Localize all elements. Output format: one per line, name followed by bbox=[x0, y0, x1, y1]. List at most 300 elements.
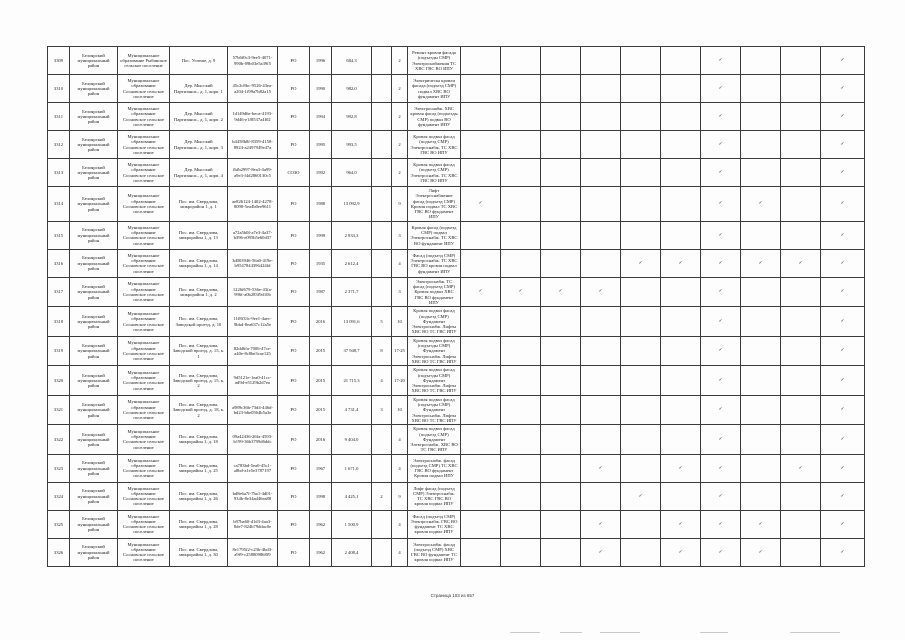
table-row bbox=[48, 482, 865, 510]
floors-cell bbox=[372, 510, 392, 538]
check-mark-icon: ✓ bbox=[501, 277, 541, 306]
table-row bbox=[48, 187, 865, 222]
empty-check-cell bbox=[661, 221, 701, 249]
check-mark-icon: ✓ bbox=[581, 277, 621, 306]
check-mark-icon: ✓ bbox=[701, 103, 741, 131]
entrances-cell: 2 bbox=[392, 47, 408, 75]
type-cell: РО bbox=[278, 103, 310, 131]
empty-check-cell bbox=[541, 307, 581, 336]
row-number: 3321 bbox=[48, 395, 70, 424]
area-cell: 1 500,9 bbox=[332, 510, 372, 538]
entrances-cell: 4 bbox=[392, 510, 408, 538]
check-mark-icon: ✓ bbox=[821, 425, 865, 454]
area-cell: 982,0 bbox=[332, 75, 372, 103]
empty-check-cell bbox=[461, 221, 501, 249]
municipality-cell: Муниципальное образование Сосновское сельское поселение bbox=[118, 425, 170, 454]
empty-check-cell bbox=[741, 482, 781, 510]
empty-check-cell bbox=[621, 336, 661, 365]
empty-check-cell bbox=[661, 336, 701, 365]
empty-check-cell bbox=[781, 187, 821, 222]
empty-check-cell bbox=[581, 47, 621, 75]
municipality-cell: Муниципальное образование Сосновское сельское поселение bbox=[118, 510, 170, 538]
area-cell: 2 371,7 bbox=[332, 277, 372, 306]
table-row bbox=[48, 425, 865, 454]
check-mark-icon: ✓ bbox=[821, 482, 865, 510]
municipality-cell: Муниципальное образование Сосновское сельское поселение bbox=[118, 538, 170, 566]
empty-check-cell bbox=[741, 103, 781, 131]
year-cell: 2016 bbox=[310, 425, 332, 454]
entrances-cell: 2 bbox=[392, 75, 408, 103]
address-cell: Пос. им. Свердлова, микрорайон 1, д. 30 bbox=[170, 538, 228, 566]
empty-check-cell bbox=[541, 336, 581, 365]
empty-check-cell bbox=[621, 277, 661, 306]
check-mark-icon: ✓ bbox=[821, 336, 865, 365]
type-cell: РО bbox=[278, 307, 310, 336]
check-mark-icon: ✓ bbox=[741, 187, 781, 222]
check-mark-icon: ✓ bbox=[821, 103, 865, 131]
district-cell: Белоярский муниципальный район bbox=[70, 538, 118, 566]
check-mark-icon: ✓ bbox=[701, 307, 741, 336]
type-cell: РО bbox=[278, 336, 310, 365]
entrances-cell: 2 bbox=[392, 131, 408, 159]
row-number: 3315 bbox=[48, 221, 70, 249]
empty-check-cell bbox=[541, 221, 581, 249]
guid-cell: 3d003946-56a0-419e-b9547844396424fd bbox=[228, 249, 278, 277]
empty-check-cell bbox=[621, 75, 661, 103]
housing-register-table bbox=[47, 46, 865, 567]
row-number: 3317 bbox=[48, 277, 70, 306]
empty-check-cell bbox=[461, 159, 501, 187]
empty-check-cell bbox=[661, 307, 701, 336]
empty-check-cell bbox=[501, 249, 541, 277]
check-mark-icon: ✓ bbox=[701, 366, 741, 395]
works-cell: Фасад (подъезд СМР) Электроснабж. ГВС ВО фундамент ТС ХВС кровля подвал ИПУ bbox=[408, 510, 461, 538]
empty-check-cell bbox=[541, 75, 581, 103]
check-mark-icon: ✓ bbox=[701, 249, 741, 277]
works-cell: Электрическа кровли фасада (подъезд СМР) подвал ХВС ВО фундамент ИПУ bbox=[408, 75, 461, 103]
works-cell: Электроснабж. фасад (подъезд СМР) ТС ХВС ГВС ВО фундамент Кровля подвал ИПУ bbox=[408, 454, 461, 482]
guid-cell: 82dd6fa-7006-47ce-a40e-8c8be3cae125 bbox=[228, 336, 278, 365]
empty-check-cell bbox=[781, 159, 821, 187]
empty-check-cell bbox=[501, 510, 541, 538]
address-cell: Пос. им. Свердлова, микрорайон 1, д. 2 bbox=[170, 277, 228, 306]
check-mark-icon: ✓ bbox=[461, 277, 501, 306]
empty-check-cell bbox=[501, 47, 541, 75]
empty-check-cell bbox=[501, 336, 541, 365]
empty-check-cell bbox=[661, 425, 701, 454]
table-row bbox=[48, 47, 865, 75]
scan-artifact bbox=[700, 632, 728, 633]
empty-check-cell bbox=[581, 75, 621, 103]
works-cell: Кровля подвал фасад (подъезды СМР) Фундамент Электроснабж. Лифты ХВС ВО ТС ГВС ИПУ bbox=[408, 336, 461, 365]
floors-cell bbox=[372, 249, 392, 277]
empty-check-cell bbox=[621, 131, 661, 159]
row-number: 3323 bbox=[48, 454, 70, 482]
empty-check-cell bbox=[621, 187, 661, 222]
empty-check-cell bbox=[741, 454, 781, 482]
floors-cell bbox=[372, 131, 392, 159]
empty-check-cell bbox=[461, 425, 501, 454]
guid-cell: 1226f679-536e-43fa-996f-a0b283f9d10b bbox=[228, 277, 278, 306]
empty-check-cell bbox=[741, 75, 781, 103]
address-cell: Пос. Углеше, д. 9 bbox=[170, 47, 228, 75]
check-mark-icon: ✓ bbox=[701, 395, 741, 424]
row-number: 3311 bbox=[48, 103, 70, 131]
entrances-cell: 9 bbox=[392, 187, 408, 222]
address-cell: Пос. им. Свердлова, микрорайон 1, д. 14 bbox=[170, 249, 228, 277]
address-cell: Пос. им. Свердлова, Заводской проезд, д. 15, к. 2 bbox=[170, 366, 228, 395]
municipality-cell: Муниципальное образование Сосновское сельское поселение bbox=[118, 249, 170, 277]
entrances-cell: 10 bbox=[392, 307, 408, 336]
row-number: 3320 bbox=[48, 366, 70, 395]
guid-cell: 9d5121e-1ea0-41cc-ad9d-e5129b2d7ea bbox=[228, 366, 278, 395]
empty-check-cell bbox=[781, 425, 821, 454]
check-mark-icon: ✓ bbox=[621, 249, 661, 277]
table-row bbox=[48, 159, 865, 187]
empty-check-cell bbox=[621, 159, 661, 187]
district-cell: Белоярский муниципальный район bbox=[70, 131, 118, 159]
works-cell: Кровля фасад (подъезд СМР) подвал Электроснабж. ТС ХВС ВО фундамент ИПУ bbox=[408, 221, 461, 249]
district-cell: Белоярский муниципальный район bbox=[70, 75, 118, 103]
check-mark-icon: ✓ bbox=[621, 482, 661, 510]
floors-cell: 5 bbox=[372, 307, 392, 336]
empty-check-cell bbox=[581, 366, 621, 395]
floors-cell bbox=[372, 277, 392, 306]
empty-check-cell bbox=[501, 131, 541, 159]
empty-check-cell bbox=[541, 454, 581, 482]
empty-check-cell bbox=[461, 131, 501, 159]
floors-cell bbox=[372, 47, 392, 75]
empty-check-cell bbox=[621, 307, 661, 336]
year-cell: 1998 bbox=[310, 482, 332, 510]
type-cell: РО bbox=[278, 454, 310, 482]
year-cell: 1967 bbox=[310, 454, 332, 482]
empty-check-cell bbox=[781, 538, 821, 566]
table-row bbox=[48, 249, 865, 277]
empty-check-cell bbox=[781, 395, 821, 424]
check-mark-icon: ✓ bbox=[821, 75, 865, 103]
year-cell: 1999 bbox=[310, 221, 332, 249]
empty-check-cell bbox=[741, 366, 781, 395]
row-number: 3326 bbox=[48, 538, 70, 566]
works-cell: Кровля подвал фасад (подъезды СМР) Фундамент Электроснабж. Лифты ХВС ВО ТС ГВС ИПУ bbox=[408, 366, 461, 395]
check-mark-icon: ✓ bbox=[701, 159, 741, 187]
check-mark-icon: ✓ bbox=[821, 47, 865, 75]
empty-check-cell bbox=[581, 221, 621, 249]
row-number: 3312 bbox=[48, 131, 70, 159]
empty-check-cell bbox=[741, 395, 781, 424]
empty-check-cell bbox=[501, 307, 541, 336]
works-cell: Кровля подвал фасад (подъезд СМР) Фундамент Электроснабж. ХВС ВО ТС ГВС ИПУ bbox=[408, 425, 461, 454]
district-cell: Белоярский муниципальный район bbox=[70, 454, 118, 482]
entrances-cell: 4 bbox=[392, 425, 408, 454]
floors-cell bbox=[372, 159, 392, 187]
check-mark-icon: ✓ bbox=[581, 538, 621, 566]
empty-check-cell bbox=[581, 336, 621, 365]
address-cell: Пос. им. Свердлова, Заводской проезд, д. 10 bbox=[170, 307, 228, 336]
empty-check-cell bbox=[501, 454, 541, 482]
empty-check-cell bbox=[501, 538, 541, 566]
check-mark-icon: ✓ bbox=[661, 249, 701, 277]
table-row bbox=[48, 454, 865, 482]
empty-check-cell bbox=[781, 221, 821, 249]
empty-check-cell bbox=[461, 538, 501, 566]
year-cell: 2015 bbox=[310, 395, 332, 424]
empty-check-cell bbox=[621, 538, 661, 566]
empty-check-cell bbox=[661, 47, 701, 75]
guid-cell: 57b6f0c3-9ee5-4071-990b-09b03e5a39f5 bbox=[228, 47, 278, 75]
guid-cell: 45c2c8bc-9526-43ea-a204-1f99a7b82a15 bbox=[228, 75, 278, 103]
floors-cell bbox=[372, 454, 392, 482]
address-cell: Пос. им. Свердлова, микрорайон 1, д. 25 bbox=[170, 454, 228, 482]
page-footer: Страница 103 из 657 bbox=[430, 593, 475, 598]
empty-check-cell bbox=[581, 103, 621, 131]
area-cell: 9 404,0 bbox=[332, 425, 372, 454]
scan-artifact bbox=[560, 632, 582, 633]
empty-check-cell bbox=[501, 482, 541, 510]
guid-cell: 11f8f33c-9ee1-4aec-9bbd-8ea637c12a5e bbox=[228, 307, 278, 336]
table-row bbox=[48, 277, 865, 306]
type-cell: РО bbox=[278, 187, 310, 222]
empty-check-cell bbox=[741, 47, 781, 75]
works-cell: Ремонт кровли фасада (подъезды СМР) Электроснабжения ТС ХВС ГВС ВО ИПУ bbox=[408, 47, 461, 75]
entrances-cell: 10 bbox=[392, 395, 408, 424]
municipality-cell: Муниципальное образование Рыбинское сельское поселение bbox=[118, 47, 170, 75]
check-mark-icon: ✓ bbox=[701, 336, 741, 365]
address-cell: Дер. Мысский Партизанск., д. 1, корп. 3 bbox=[170, 131, 228, 159]
empty-check-cell bbox=[581, 425, 621, 454]
empty-check-cell bbox=[741, 336, 781, 365]
district-cell: Белоярский муниципальный район bbox=[70, 221, 118, 249]
check-mark-icon: ✓ bbox=[701, 47, 741, 75]
type-cell: РО bbox=[278, 366, 310, 395]
check-mark-icon: ✓ bbox=[821, 454, 865, 482]
row-number: 3310 bbox=[48, 75, 70, 103]
table-row bbox=[48, 221, 865, 249]
empty-check-cell bbox=[781, 277, 821, 306]
type-cell: РО bbox=[278, 510, 310, 538]
district-cell: Белоярский муниципальный район bbox=[70, 336, 118, 365]
municipality-cell: Муниципальное образование Сосновское сельское поселение bbox=[118, 482, 170, 510]
type-cell: СОЗО bbox=[278, 159, 310, 187]
check-mark-icon: ✓ bbox=[741, 249, 781, 277]
type-cell: РО bbox=[278, 75, 310, 103]
year-cell: 1962 bbox=[310, 538, 332, 566]
type-cell: РО bbox=[278, 221, 310, 249]
check-mark-icon: ✓ bbox=[701, 221, 741, 249]
floors-cell: 3 bbox=[372, 395, 392, 424]
type-cell: РО bbox=[278, 47, 310, 75]
type-cell: РО bbox=[278, 538, 310, 566]
empty-check-cell bbox=[781, 307, 821, 336]
empty-check-cell bbox=[781, 366, 821, 395]
year-cell: 1962 bbox=[310, 510, 332, 538]
check-mark-icon: ✓ bbox=[701, 510, 741, 538]
empty-check-cell bbox=[461, 366, 501, 395]
works-cell: Лифт фасад (подъезд СМР) Электроснабж. ТС ХВС ГВС ВО кровля подвал ИПУ bbox=[408, 482, 461, 510]
address-cell: Дер. Мысский Партизанск., д. 1, корп. 2 bbox=[170, 103, 228, 131]
table-row bbox=[48, 103, 865, 131]
empty-check-cell bbox=[781, 47, 821, 75]
municipality-cell: Муниципальное образование Сосновское сельское поселение bbox=[118, 159, 170, 187]
municipality-cell: Муниципальное образование Сосновское сельское поселение bbox=[118, 131, 170, 159]
area-cell: 993,5 bbox=[332, 131, 372, 159]
guid-cell: 8e1795f2-c23b-4bd3-a9f9-c258809868f9 bbox=[228, 538, 278, 566]
area-cell: 13 092,9 bbox=[332, 187, 372, 222]
entrances-cell: 2 bbox=[392, 103, 408, 131]
area-cell: 2 408,4 bbox=[332, 538, 372, 566]
check-mark-icon: ✓ bbox=[741, 510, 781, 538]
check-mark-icon: ✓ bbox=[701, 454, 741, 482]
type-cell: РО bbox=[278, 277, 310, 306]
check-mark-icon: ✓ bbox=[821, 538, 865, 566]
scan-artifact bbox=[600, 632, 640, 633]
area-cell: 37 948,7 bbox=[332, 336, 372, 365]
district-cell: Белоярский муниципальный район bbox=[70, 103, 118, 131]
guid-cell: a989c36b-73d4-446d-bd23-b6e0564b5a3e bbox=[228, 395, 278, 424]
district-cell: Белоярский муниципальный район bbox=[70, 366, 118, 395]
check-mark-icon: ✓ bbox=[701, 277, 741, 306]
floors-cell: 8 bbox=[372, 336, 392, 365]
municipality-cell: Муниципальное образование Сосновское сельское поселение bbox=[118, 366, 170, 395]
address-cell: Дер. Мысский Партизанск., д. 1, корп. 4 bbox=[170, 159, 228, 187]
guid-cell: a72a5b0f-a7e3-4a37-b396-e095b5e60d37 bbox=[228, 221, 278, 249]
district-cell: Белоярский муниципальный район bbox=[70, 249, 118, 277]
area-cell: 2 933,3 bbox=[332, 221, 372, 249]
empty-check-cell bbox=[501, 75, 541, 103]
empty-check-cell bbox=[741, 277, 781, 306]
guid-cell: 09a42436-26fa-4593-b199-36b3799d6ddc bbox=[228, 425, 278, 454]
check-mark-icon: ✓ bbox=[821, 277, 865, 306]
empty-check-cell bbox=[501, 425, 541, 454]
empty-check-cell bbox=[461, 249, 501, 277]
empty-check-cell bbox=[661, 75, 701, 103]
empty-check-cell bbox=[741, 425, 781, 454]
empty-check-cell bbox=[501, 159, 541, 187]
check-mark-icon: ✓ bbox=[661, 510, 701, 538]
area-cell: 992,8 bbox=[332, 103, 372, 131]
works-cell: Кровля подвал фасад (подъезды СМР) Фундамент Электроснабж. Лифты ХВС ВО ТС ГВС ИПУ bbox=[408, 395, 461, 424]
table-row bbox=[48, 336, 865, 365]
guid-cell: b97ba60-d1d3-4aa3-8de7-824b79ddac0e bbox=[228, 510, 278, 538]
check-mark-icon: ✓ bbox=[821, 510, 865, 538]
check-mark-icon: ✓ bbox=[661, 454, 701, 482]
check-mark-icon: ✓ bbox=[781, 454, 821, 482]
municipality-cell: Муниципальное образование Сосновское сельское поселение bbox=[118, 336, 170, 365]
empty-check-cell bbox=[781, 336, 821, 365]
check-mark-icon: ✓ bbox=[821, 395, 865, 424]
municipality-cell: Муниципальное образование Сосновское сельское поселение bbox=[118, 307, 170, 336]
empty-check-cell bbox=[541, 187, 581, 222]
empty-check-cell bbox=[781, 103, 821, 131]
address-cell: Пос. им. Свердлова, микрорайон 1, д. 26 bbox=[170, 482, 228, 510]
check-mark-icon: ✓ bbox=[461, 187, 501, 222]
floors-cell bbox=[372, 221, 392, 249]
table-row bbox=[48, 538, 865, 566]
empty-check-cell bbox=[461, 336, 501, 365]
scan-artifact bbox=[510, 632, 540, 633]
district-cell: Белоярский муниципальный район bbox=[70, 187, 118, 222]
empty-check-cell bbox=[541, 425, 581, 454]
check-mark-icon: ✓ bbox=[581, 510, 621, 538]
check-mark-icon: ✓ bbox=[541, 277, 581, 306]
empty-check-cell bbox=[741, 131, 781, 159]
area-cell: 2 612,4 bbox=[332, 249, 372, 277]
floors-cell bbox=[372, 187, 392, 222]
check-mark-icon: ✓ bbox=[701, 482, 741, 510]
check-mark-icon: ✓ bbox=[701, 187, 741, 222]
floors-cell bbox=[372, 538, 392, 566]
year-cell: 2015 bbox=[310, 336, 332, 365]
row-number: 3325 bbox=[48, 510, 70, 538]
entrances-cell: 17-20 bbox=[392, 366, 408, 395]
check-mark-icon: ✓ bbox=[821, 221, 865, 249]
year-cell: 1992 bbox=[310, 159, 332, 187]
empty-check-cell bbox=[541, 103, 581, 131]
row-number: 3324 bbox=[48, 482, 70, 510]
empty-check-cell bbox=[781, 482, 821, 510]
row-number: 3314 bbox=[48, 187, 70, 222]
empty-check-cell bbox=[581, 249, 621, 277]
year-cell: 1995 bbox=[310, 131, 332, 159]
year-cell: 1988 bbox=[310, 187, 332, 222]
district-cell: Белоярский муниципальный район bbox=[70, 277, 118, 306]
empty-check-cell bbox=[661, 482, 701, 510]
empty-check-cell bbox=[461, 103, 501, 131]
type-cell: РО bbox=[278, 131, 310, 159]
empty-check-cell bbox=[621, 47, 661, 75]
empty-check-cell bbox=[541, 395, 581, 424]
check-mark-icon: ✓ bbox=[701, 131, 741, 159]
empty-check-cell bbox=[621, 395, 661, 424]
empty-check-cell bbox=[461, 510, 501, 538]
empty-check-cell bbox=[741, 307, 781, 336]
row-number: 3319 bbox=[48, 336, 70, 365]
guid-cell: fbfb2997-8ea3-4a99-a9e3-f4d2860130c5 bbox=[228, 159, 278, 187]
empty-check-cell bbox=[461, 395, 501, 424]
empty-check-cell bbox=[461, 75, 501, 103]
empty-check-cell bbox=[501, 366, 541, 395]
empty-check-cell bbox=[661, 366, 701, 395]
type-cell: РО bbox=[278, 395, 310, 424]
check-mark-icon: ✓ bbox=[821, 187, 865, 222]
address-cell: Пос. им. Свердлова, Заводской проезд, д. 18, к. 2 bbox=[170, 395, 228, 424]
municipality-cell: Муниципальное образование Сосновское сельское поселение bbox=[118, 103, 170, 131]
area-cell: 684,3 bbox=[332, 47, 372, 75]
year-cell: 1935 bbox=[310, 249, 332, 277]
empty-check-cell bbox=[621, 103, 661, 131]
table-row bbox=[48, 510, 865, 538]
empty-check-cell bbox=[461, 47, 501, 75]
check-mark-icon: ✓ bbox=[701, 538, 741, 566]
check-mark-icon: ✓ bbox=[581, 454, 621, 482]
empty-check-cell bbox=[661, 395, 701, 424]
address-cell: Пос. им. Свердлова, микрорайон 1, д. 1 bbox=[170, 187, 228, 222]
entrances-cell: 9 bbox=[392, 482, 408, 510]
guid-cell: b4458b8f-8359-4158-8924-a2497949e47a bbox=[228, 131, 278, 159]
floors-cell bbox=[372, 75, 392, 103]
municipality-cell: Муниципальное образование Сосновское сельское поселение bbox=[118, 221, 170, 249]
guid-cell: bd8e6a7f-7ba1-4d01-934b-8e34ad46ea88 bbox=[228, 482, 278, 510]
address-cell: Пос. им. Свердлова, микрорайон 1, д. 13 bbox=[170, 221, 228, 249]
empty-check-cell bbox=[661, 159, 701, 187]
guid-cell: ae826124-1402-4278-8098-5ea4b0ee9611 bbox=[228, 187, 278, 222]
type-cell: РО bbox=[278, 425, 310, 454]
area-cell: 13 091,6 bbox=[332, 307, 372, 336]
empty-check-cell bbox=[741, 221, 781, 249]
row-number: 3313 bbox=[48, 159, 70, 187]
year-cell: 1990 bbox=[310, 75, 332, 103]
